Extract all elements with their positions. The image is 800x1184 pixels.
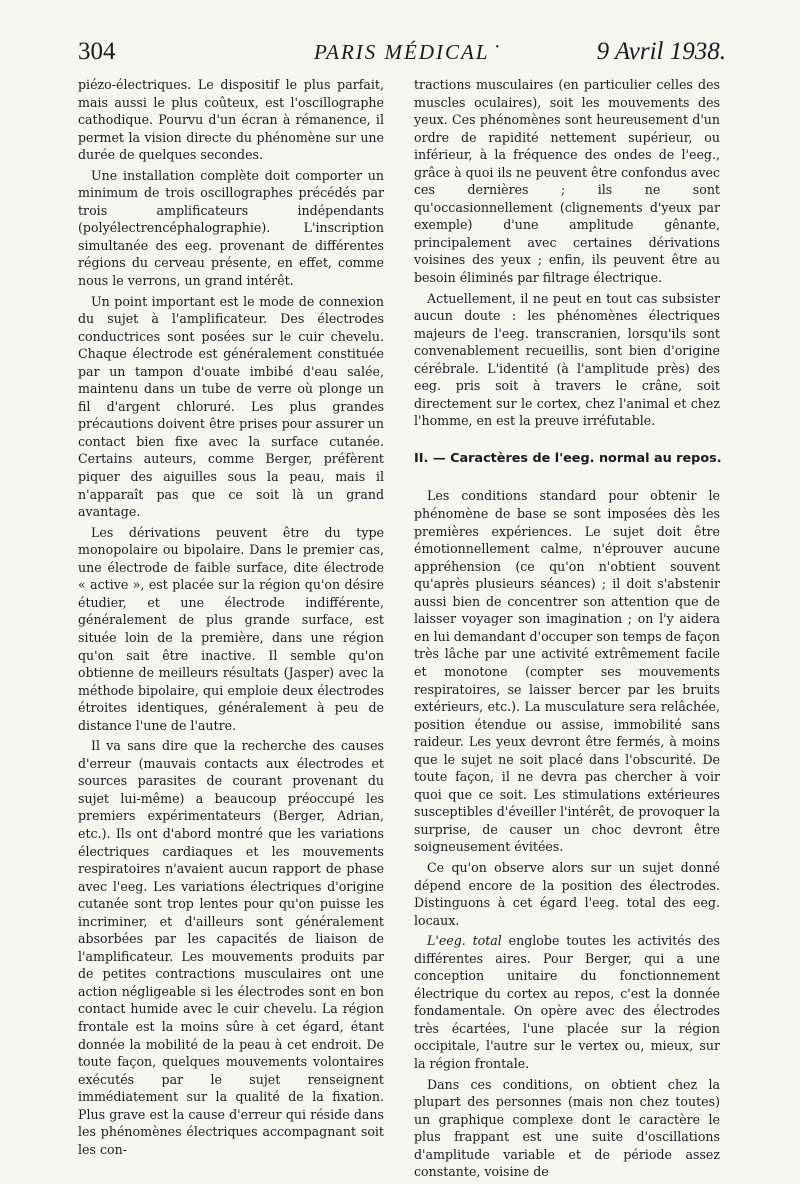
paragraph: piézo-électriques. Le dispositif le plus parfait, mais aussi le plus coûteux, est l'oscillographe cathodique. Pourvu d'un écran à rémanence, il permet la vision directe du phénomène sur une durée de quelques secondes. (78, 77, 384, 163)
eeg-total-text: englobe toutes les activités des différentes aires. Pour Berger, qui a une conception unitaire du fonctionnement électrique du cortex au repos, c'est la donnée fondamentale. On opère avec des électrodes très écartées, l'une placée sur la région occipitale, l'autre sur le vertex ou, mieux, sur la région frontale. (414, 933, 721, 1071)
page-header (78, 38, 726, 72)
paragraph: Un point important est le mode de connexion du sujet à l'amplificateur. Des électrodes conductrices sont posées sur le cuir chevelu. Chaque électrode est généralement constituée par un tampon d'ouate imbibé d'eau salée, maintenu dans un tube de verre où plonge un fil d'argent chloruré. Les plus grandes précautions doivent être prises pour assurer un contact bien fixe avec la surface cutanée. Certains auteurs, comme Berger, préfèrent piquer des aiguilles sous la peau, mais il n'apparaît pas que ce soit là un grand avantage. (78, 293, 384, 520)
paragraph: Une installation complète doit comporter un minimum de trois oscillographes précédés par trois amplificateurs indépendants (polyélectrencéphalographie). L'inscription simultanée des eeg. provenant de différentes régions du cerveau présente, en effet, comme nous le verrons, un grand intérêt. (78, 167, 384, 289)
paragraph: Les dérivations peuvent être du type monopolaire ou bipolaire. Dans le premier cas, une électrode de faible surface, dite électrode « active », est placée sur la région qu'on désire étudier, et une électrode indifférente, généralement de plus grande surface, est située loin de la première, dans une région qu'on sait être inactive. Il semble qu'on obtienne de meilleurs résultats (Jasper) avec la méthode bipolaire, qui emploie deux électrodes étroites identiques, généralement à peu de distance l'une de l'autre. (78, 524, 384, 733)
eeg-total-term: L'eeg. total (427, 933, 502, 949)
paragraph: Ce qu'on observe alors sur un sujet donné dépend encore de la position des électrodes. Distinguons à cet égard l'eeg. total des eeg. locaux. (414, 859, 720, 928)
section-heading: II. — Caractères de l'eeg. normal au repos. (414, 450, 722, 466)
paragraph: Il va sans dire que la recherche des causes d'erreur (mauvais contacts aux électrodes et sources parasites de courant provenant du sujet lui-même) a beaucoup préoccupé les premiers expérimentateurs (Berger, Adrian, etc.). Ils ont d'abord montré que les variations électriques cardiaques et les mouvements respiratoires n'avaient aucun rapport de phase avec l'eeg. Les variations électriques d'origine cutanée sont trop lentes pour qu'on puisse les incriminer, et d'ailleurs sont généralement absorbées par les capacités de liaison de l'amplificateur. Les mouvements produits par de petites contractions musculaires ont une action négligeable si les électrodes sont en bon contact humide avec le cuir chevelu. La région frontale est la moins sûre à cet égard, étant donnée la mobilité de la peau à cet endroit. De toute façon, quelques mouvements volontaires exécutés par le sujet renseignent immédiatement sur la qualité de la fixation. Plus grave est la cause d'erreur qui réside dans les phénomènes électriques accompagnant soit les con- (78, 738, 384, 1157)
issue-date: 9 Avril 1938. (596, 38, 726, 65)
paragraph: Dans ces conditions, on obtient chez la plupart des personnes (mais non chez toutes) un graphique complexe dont le caractère le plus frappant est une suite d'oscillations d'amplitude variable et de période assez constante, voisine de (414, 1076, 720, 1180)
header-separator: · (494, 36, 501, 58)
paragraph: tractions musculaires (en particulier celles des muscles oculaires), soit les mouvements des yeux. Ces phénomènes sont heureusement d'un ordre de rapidité nettement supérieur, ou inférieur, à la fréquence des ondes de l'eeg., grâce à quoi ils ne peuvent être confondus avec ces dernières ; ils ne sont qu'occasionnellement (clignements d'yeux par exemple) d'une amplitude gênante, principalement avec certaines dérivations voisines des yeux ; enfin, ils peuvent être au besoin éliminés par filtrage électrique. (414, 77, 720, 286)
left-column (78, 76, 384, 1161)
paragraph-eeg-total (414, 932, 720, 1072)
right-column (414, 76, 720, 1184)
journal-title: PARIS MÉDICAL (314, 40, 490, 64)
page-number: 304 (78, 38, 116, 65)
paragraph: Les conditions standard pour obtenir le phénomène de base se sont imposées dès les premières expériences. Le sujet doit être émotionnellement calme, n'éprouver aucune appréhension (ce qu'on n'obtient souvent qu'après plusieurs séances) ; il doit s'abstenir aussi bien de concentrer son attention que de laisser voyager son imagination ; on l'y aidera en lui demandant d'occuper son temps de façon très lâche par une activité extrêmement facile et monotone (compter ses mouvements respiratoires, se laisser bercer par les bruits extérieurs, etc.). La musculature sera relâchée, position étendue ou assise, immobilité sans raideur. Les yeux devront être fermés, à moins que le sujet ne soit placé dans l'obscurité. De toute façon, il ne devra pas chercher à voir quoi que ce soit. Les stimulations extérieures susceptibles d'éveiller l'intérêt, de provoquer la surprise, de causer un choc devront être soigneusement évitées. (414, 488, 720, 855)
paragraph: Actuellement, il ne peut en tout cas subsister aucun doute : les phénomènes électriques majeurs de l'eeg. transcranien, lorsqu'ils sont convenablement recueillis, sont bien d'origine cérébrale. L'identité (à l'amplitude près) des eeg. pris soit à travers le crâne, soit directement sur le cortex, chez l'animal et chez l'homme, en est la preuve irréfutable. (414, 290, 720, 429)
